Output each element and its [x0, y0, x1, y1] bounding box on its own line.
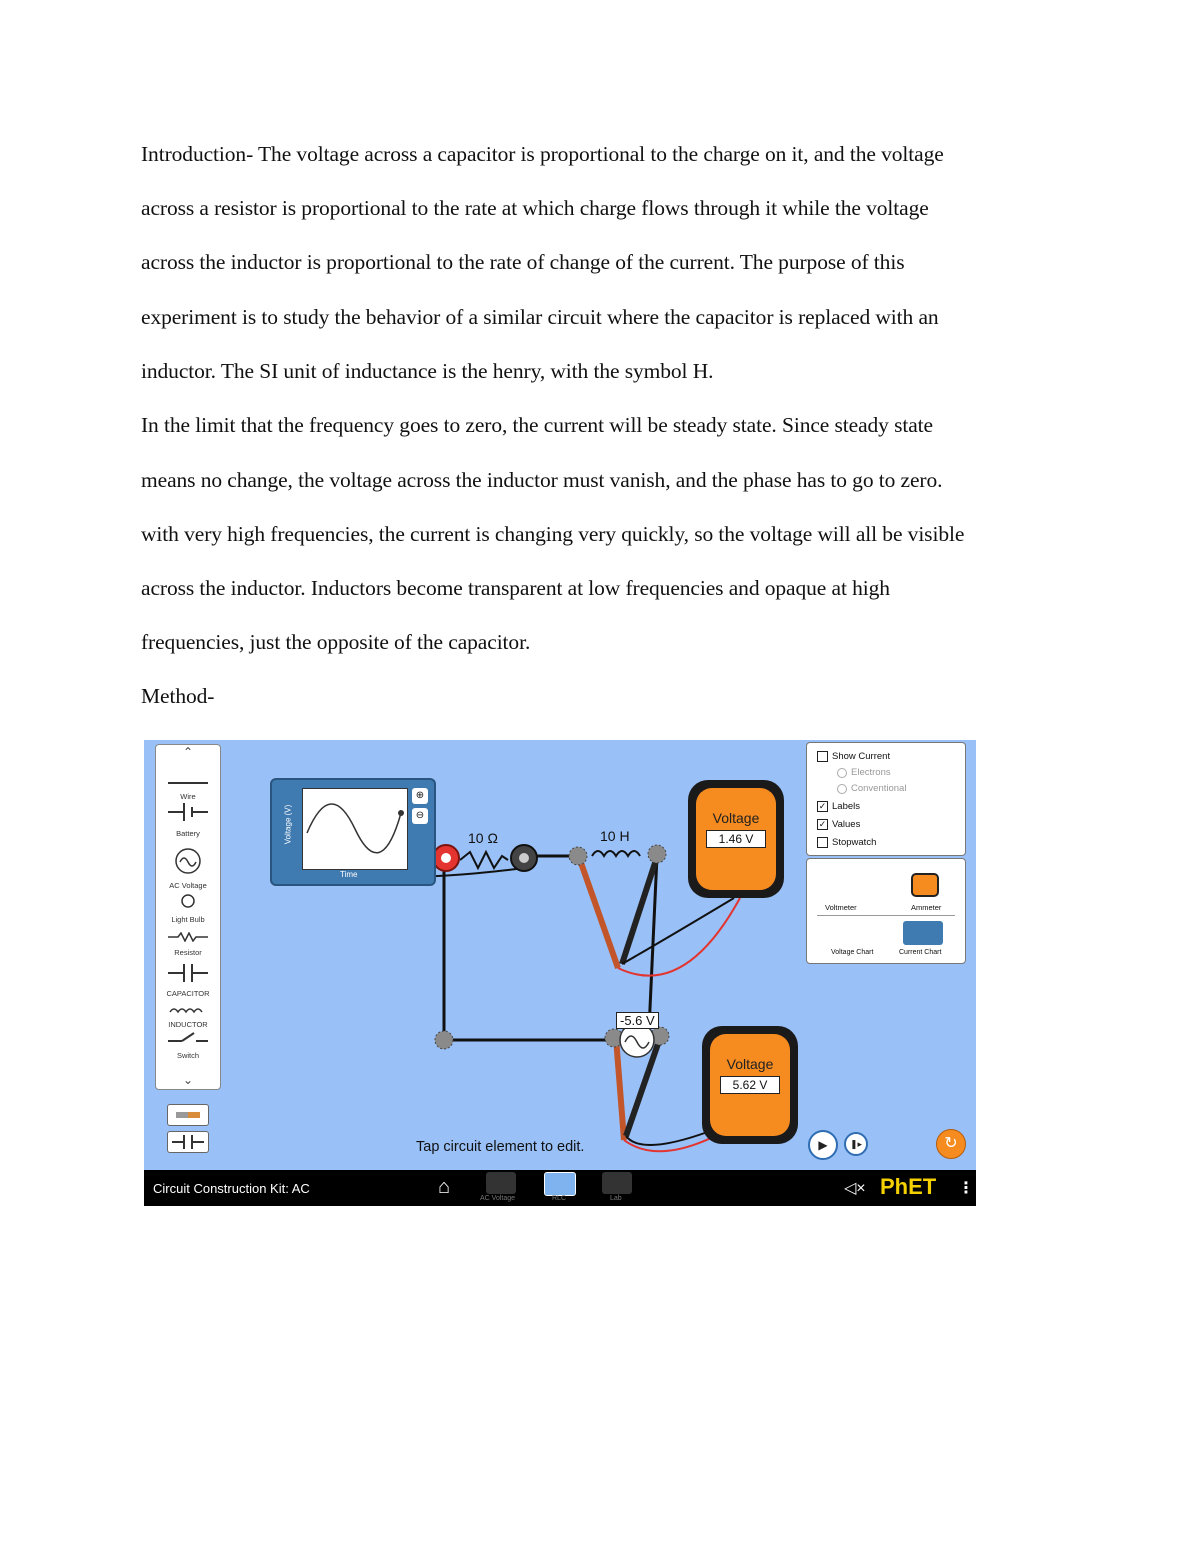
phet-logo[interactable]: PhET	[880, 1174, 937, 1199]
text-line: Introduction- The voltage across a capacitor is proportional to the charge on it, and the voltage	[141, 142, 944, 166]
tab-ac-voltage[interactable]	[486, 1172, 516, 1194]
checkbox[interactable]	[817, 801, 828, 812]
tool-switch[interactable]: Switch	[156, 1031, 220, 1060]
mute-icon[interactable]: ◁×	[844, 1180, 866, 1197]
stopwatch-option[interactable]: Stopwatch	[817, 837, 876, 848]
checkbox[interactable]	[817, 751, 828, 762]
home-icon[interactable]: ⌂	[438, 1176, 451, 1198]
lifelike-view-button[interactable]	[167, 1104, 209, 1126]
component-toolbox	[155, 744, 221, 1090]
step-icon[interactable]: ❚▸	[844, 1132, 868, 1156]
text-line: across the inductor is proportional to the rate of change of the current. The purpose of this	[141, 250, 905, 274]
section-heading: Method-	[141, 684, 215, 708]
play-icon[interactable]: ▶	[808, 1130, 838, 1160]
schematic-view-button[interactable]	[167, 1131, 209, 1153]
tool-capacitor[interactable]: CAPACITOR	[166, 989, 210, 998]
current-chart-icon[interactable]	[903, 921, 943, 945]
zoom-out-icon[interactable]: ⊖	[412, 808, 428, 824]
voltmeter-reading: 1.46 V	[706, 830, 766, 848]
voltmeter-2[interactable]: Voltage 5.62 V	[702, 1026, 798, 1144]
checkbox[interactable]	[817, 819, 828, 830]
chevron-up-icon[interactable]: ⌃	[182, 745, 194, 759]
text-line: means no change, the voltage across the inductor must vanish, and the phase has to go to zero.	[141, 468, 943, 492]
voltage-chart[interactable]: Voltage (V) Time ⊕ ⊖	[270, 778, 436, 886]
tool-resistor[interactable]: Resistor	[156, 929, 220, 957]
voltmeter-reading: 5.62 V	[720, 1076, 780, 1094]
tool-light-bulb[interactable]: Light Bulb	[156, 893, 220, 924]
resistor-label: 10 Ω	[468, 830, 498, 846]
view-options-panel	[806, 742, 966, 856]
text-line: frequencies, just the opposite of the capacitor.	[141, 630, 531, 654]
reset-icon[interactable]: ↻	[936, 1129, 966, 1159]
values-option[interactable]: ✓ Values	[817, 819, 860, 830]
zoom-in-icon[interactable]: ⊕	[412, 788, 428, 804]
labels-option[interactable]: ✓ Labels	[817, 801, 860, 812]
voltmeter-1[interactable]: Voltage 1.46 V	[688, 780, 784, 898]
hint-text: Tap circuit element to edit.	[416, 1139, 585, 1155]
checkbox[interactable]	[817, 837, 828, 848]
tool-battery[interactable]: Battery	[176, 829, 200, 838]
conventional-option[interactable]: Conventional	[837, 783, 906, 794]
menu-icon[interactable]: ⋮	[958, 1180, 974, 1197]
text-line: In the limit that the frequency goes to zero, the current will be steady state. Since steady state	[141, 413, 933, 437]
chevron-down-icon[interactable]: ⌄	[182, 1073, 194, 1087]
chart-screen	[302, 788, 408, 870]
electrons-option[interactable]: Electrons	[837, 767, 891, 778]
show-current-option[interactable]: Show Current	[817, 751, 890, 762]
text-line: inductor. The SI unit of inductance is the henry, with the symbol H.	[141, 359, 714, 383]
tab-lab[interactable]	[602, 1172, 632, 1194]
source-value: -5.6 V	[616, 1012, 659, 1029]
tool-wire[interactable]: Wire	[180, 792, 196, 801]
ammeter-icon[interactable]	[911, 873, 939, 897]
text-line: with very high frequencies, the current is changing very quickly, so the voltage will all be visible	[141, 522, 965, 546]
divider	[817, 915, 955, 916]
tool-inductor[interactable]: INDUCTOR	[156, 1001, 220, 1029]
simulation-screenshot	[144, 740, 976, 1206]
app-title: Circuit Construction Kit: AC	[153, 1181, 310, 1196]
tab-rlc[interactable]	[544, 1172, 576, 1196]
text-line: experiment is to study the behavior of a similar circuit where the capacitor is replaced with an	[141, 305, 939, 329]
inductor-label: 10 H	[600, 828, 630, 844]
navigation-bar: Circuit Construction Kit: AC ⌂ AC Voltage RLC Lab ◁× PhET ⋮	[144, 1170, 976, 1206]
sensor-toolbox: Voltmeter Ammeter Voltage Chart Current Chart	[806, 858, 966, 964]
text-line: across the inductor. Inductors become transparent at low frequencies and opaque at high	[141, 576, 890, 600]
tool-ac-voltage[interactable]: AC Voltage	[156, 847, 220, 890]
text-line: across a resistor is proportional to the rate at which charge flows through it while the voltage	[141, 196, 929, 220]
